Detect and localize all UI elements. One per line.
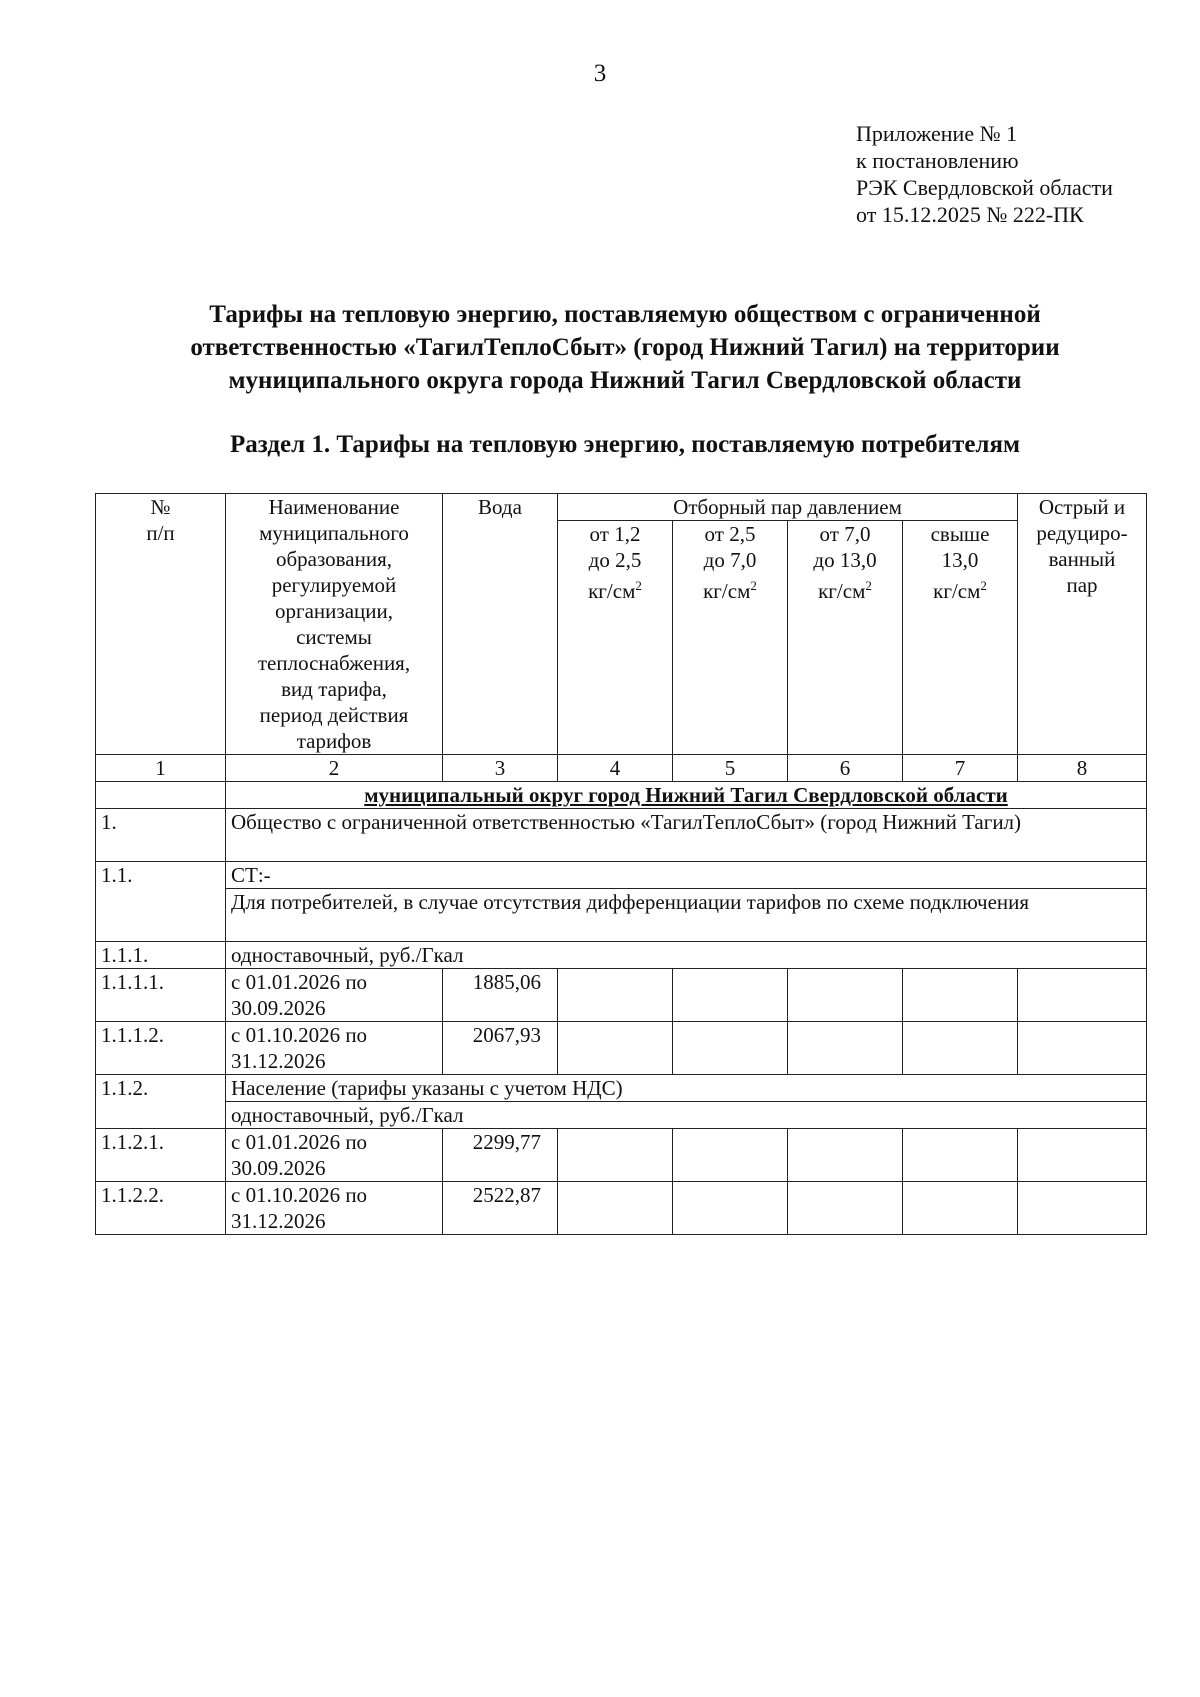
row-number: 1.1.1.2. <box>96 1022 226 1075</box>
header-pressure-4: свыше 13,0 $кг/см^2$ <box>903 521 1018 755</box>
column-number: 1 <box>96 755 226 782</box>
page-number: 3 <box>593 60 607 87</box>
water-tariff-value: 2067,93 <box>443 1022 558 1075</box>
header-name: Наименование муниципального образования, регулируемой организации, системы теплоснабжения, вид тарифа, период действия тарифов <box>226 494 443 755</box>
column-number: 8 <box>1018 755 1147 782</box>
column-number-row <box>96 755 1147 782</box>
table-row <box>96 969 1147 1022</box>
row-number: 1.1. <box>96 862 226 942</box>
table-row <box>96 1102 1147 1129</box>
row-number: 1.1.1. <box>96 942 226 969</box>
header-row <box>96 494 1147 521</box>
table-row <box>96 1022 1147 1075</box>
table-row <box>96 862 1147 889</box>
appendix-reference <box>856 120 1113 228</box>
column-number: 7 <box>903 755 1018 782</box>
table-row <box>96 1182 1147 1235</box>
row-text: одноставочный, руб./Гкал <box>226 1102 1147 1129</box>
municipality-subheading: муниципальный округ город Нижний Тагил Свердловской области <box>226 782 1147 809</box>
header-number: № п/п <box>96 494 226 755</box>
appendix-line: от 15.12.2025 № 222-ПК <box>856 202 1084 227</box>
tariff-period: с 01.01.2026 по 30.09.2026 <box>226 969 443 1022</box>
row-text: одноставочный, руб./Гкал <box>226 942 1147 969</box>
subheading-row <box>96 782 1147 809</box>
water-tariff-value: 2522,87 <box>443 1182 558 1235</box>
tariff-period: с 01.01.2026 по 30.09.2026 <box>226 1129 443 1182</box>
section-title: Раздел 1. Тарифы на тепловую энергию, поставляемую потребителям <box>229 431 1021 458</box>
column-number: 2 <box>226 755 443 782</box>
column-number: 5 <box>673 755 788 782</box>
header-pressure-2: от 2,5 до 7,0 $кг/см^2$ <box>673 521 788 755</box>
appendix-line: РЭК Свердловской области <box>856 175 1113 200</box>
row-number: 1.1.2.1. <box>96 1129 226 1182</box>
title-line: муниципального округа города Нижний Тагил Свердловской области <box>228 367 1022 394</box>
row-number: 1.1.1.1. <box>96 969 226 1022</box>
water-tariff-value: 1885,06 <box>443 969 558 1022</box>
tariff-table <box>95 493 1147 1235</box>
header-pressure-1: от 1,2 до 2,5 $кг/см^2$ <box>558 521 673 755</box>
water-tariff-value: 2299,77 <box>443 1129 558 1182</box>
column-number: 3 <box>443 755 558 782</box>
tariff-period: с 01.10.2026 по 31.12.2026 <box>226 1182 443 1235</box>
row-number: 1.1.2.2. <box>96 1182 226 1235</box>
row-text: Население (тарифы указаны с учетом НДС) <box>226 1075 1147 1102</box>
tariff-period: с 01.10.2026 по 31.12.2026 <box>226 1022 443 1075</box>
title-line: Тарифы на тепловую энергию, поставляемую обществом с ограниченной <box>209 301 1041 328</box>
table-row <box>96 942 1147 969</box>
table-row <box>96 889 1147 942</box>
header-sharp-steam: Острый и редуциро- ванный пар <box>1018 494 1147 755</box>
appendix-line: Приложение № 1 <box>856 121 1018 146</box>
row-number: 1. <box>96 809 226 862</box>
document-title <box>110 298 1140 397</box>
header-pressure-3: от 7,0 до 13,0 $кг/см^2$ <box>788 521 903 755</box>
row-text: Для потребителей, в случае отсутствия дифференциации тарифов по схеме подключения <box>226 889 1147 942</box>
appendix-line: к постановлению <box>856 148 1019 173</box>
title-line: ответственностью «ТагилТеплоСбыт» (город Нижний Тагил) на территории <box>190 334 1060 361</box>
table-row <box>96 1129 1147 1182</box>
row-number: 1.1.2. <box>96 1075 226 1129</box>
column-number: 6 <box>788 755 903 782</box>
column-number: 4 <box>558 755 673 782</box>
table-row <box>96 1075 1147 1102</box>
row-text: СТ:- <box>226 862 1147 889</box>
table-row <box>96 809 1147 862</box>
row-text: Общество с ограниченной ответственностью «ТагилТеплоСбыт» (город Нижний Тагил) <box>226 809 1147 862</box>
header-steam-group: Отборный пар давлением <box>558 494 1018 521</box>
header-water: Вода <box>443 494 558 755</box>
